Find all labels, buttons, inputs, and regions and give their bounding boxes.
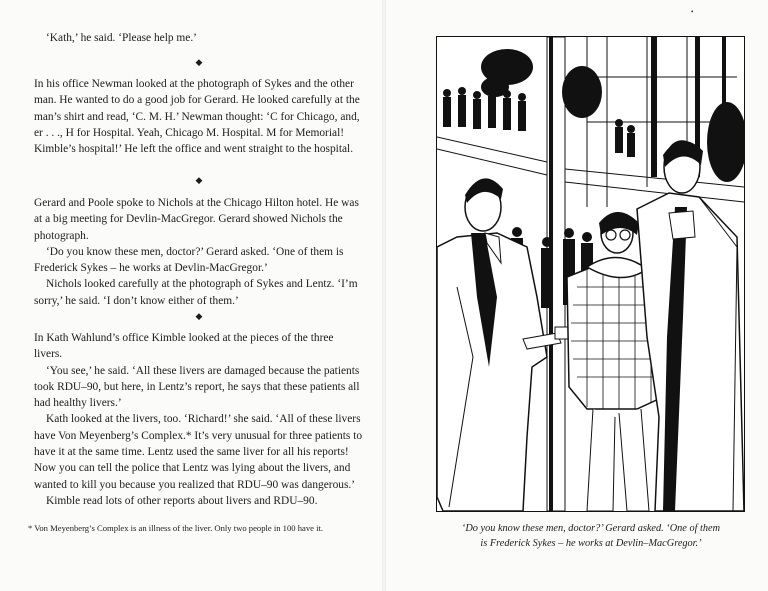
illustration-caption xyxy=(436,521,746,551)
section-ornament: ◆ xyxy=(195,175,203,185)
text-block-2 xyxy=(34,76,364,157)
paragraph: In his office Newman looked at the photograph of Sykes and the other man. He wanted to do a good job for Gerard. He looked carefully at the man’s shirt and read, ‘C. M. H.’ Newman thought: ‘C for Chicago, and, er . . ., H for Hospital. Yeah, Chicago M. Hospital. M for Memorial! Kimble’s hospital!’ He left the office and went straight to the hospital. xyxy=(34,78,360,156)
illustration xyxy=(436,36,745,512)
paragraph: ‘Kath,’ he said. ‘Please help me.’ xyxy=(46,32,197,44)
right-page xyxy=(384,0,768,591)
caption-line: is Frederick Sykes – he works at Devlin–MacGregor.’ xyxy=(480,538,702,549)
footnote: * Von Meyenberg’s Complex is an illness of the liver. Only two people in 100 have it. xyxy=(28,523,324,533)
section-ornament: ◆ xyxy=(195,311,203,321)
caption-line: ‘Do you know these men, doctor?’ Gerard asked. ‘One of them xyxy=(461,523,721,534)
illustration-drawing xyxy=(437,37,744,511)
paragraph: Gerard and Poole spoke to Nichols at the Chicago Hilton hotel. He was at a big meeting for Devlin-MacGregor. Gerard showed Nichols the photograph. xyxy=(34,197,359,242)
text-block-4 xyxy=(34,330,364,509)
page-speck: • xyxy=(691,8,694,16)
paragraph: ‘You see,’ he said. ‘All these livers are damaged because the patients took RDU–90, but here, in Lentz’s report, he says that these patients all had healthy livers.’ xyxy=(34,364,360,410)
paragraph: Nichols looked carefully at the photograph of Sykes and Lentz. ‘I’m sorry,’ he said. ‘I don’t know either of them.’ xyxy=(34,278,358,307)
paragraph: In Kath Wahlund’s office Kimble looked at the pieces of the three livers. xyxy=(34,332,334,361)
text-block-3 xyxy=(34,195,364,309)
text-block-1 xyxy=(34,30,364,46)
paragraph: Kath looked at the livers, too. ‘Richard!’ she said. ‘All of these livers have Von Meyenberg’s Complex.* It’s very unusual for three patients to have it at the same time. Lentz used the same liver for all his reports! Now you can tell the police that Lentz was lying about the livers, and wanted to kill you because you realized that RDU–90 was dangerous.’ xyxy=(34,413,363,491)
section-ornament: ◆ xyxy=(195,57,203,67)
paragraph: ‘Do you know these men, doctor?’ Gerard asked. ‘One of them is Frederick Sykes – he works at Devlin-MacGregor.’ xyxy=(34,245,344,275)
paragraph: Kimble read lots of other reports about livers and RDU–90. xyxy=(46,494,318,507)
